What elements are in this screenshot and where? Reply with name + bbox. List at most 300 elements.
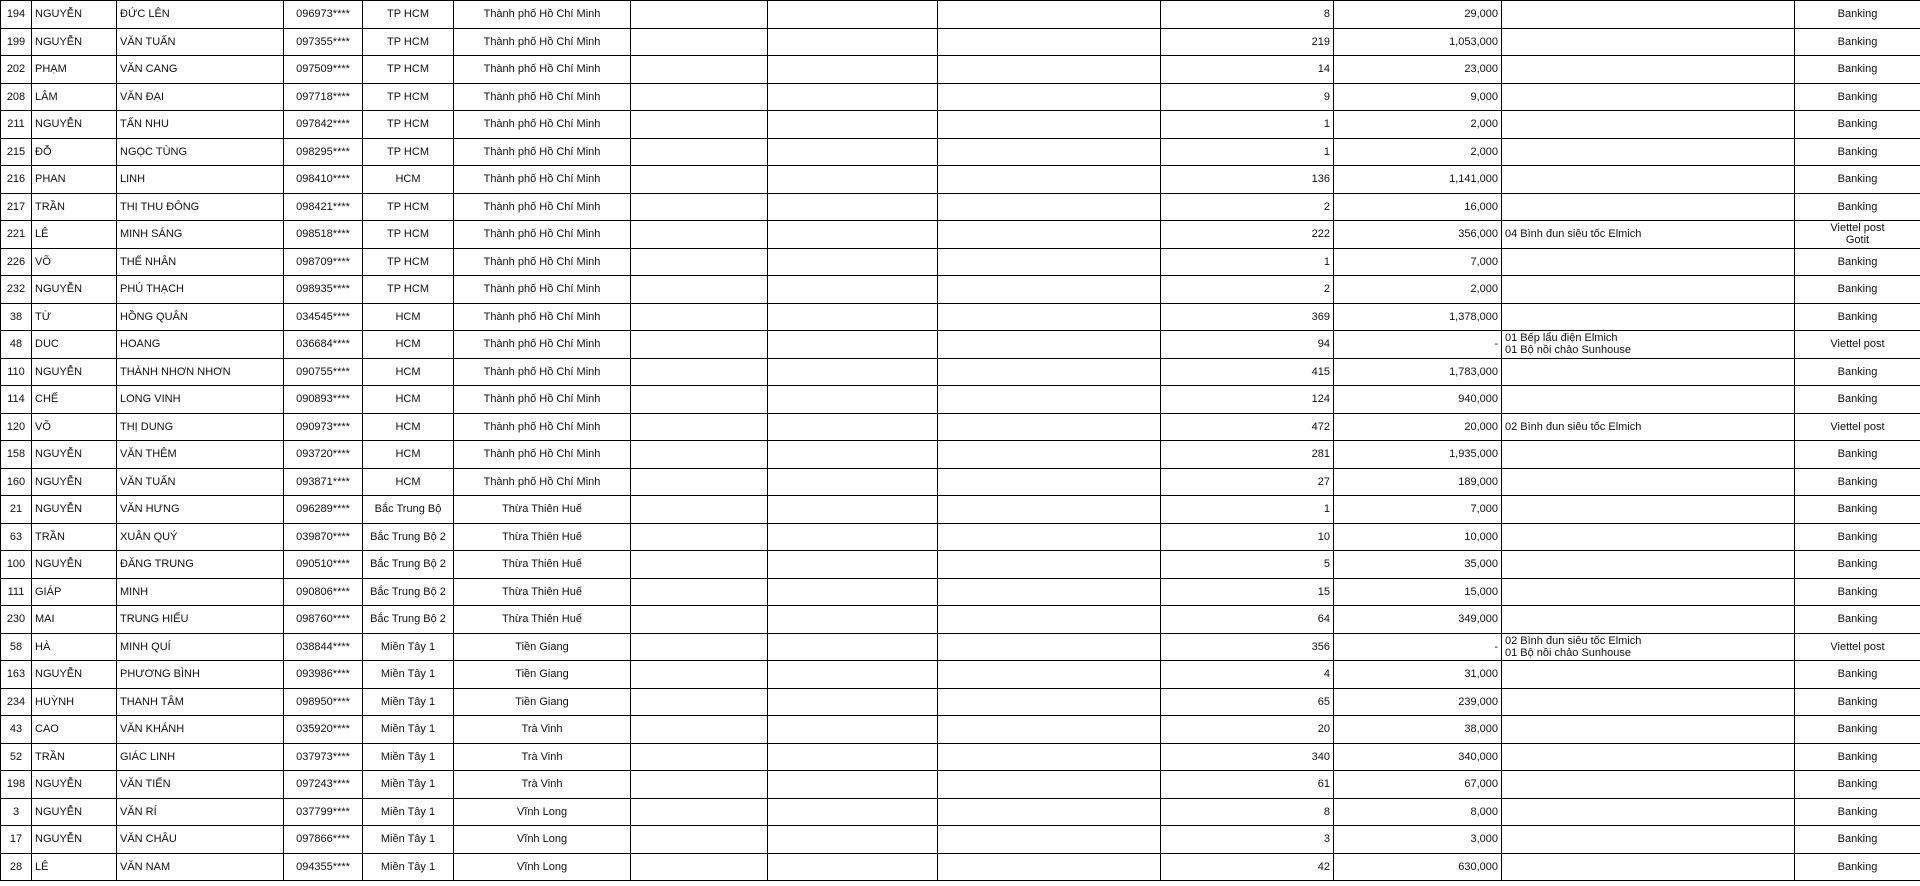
table-row <box>1 551 1920 579</box>
first-name-cell: PHƯƠNG BÌNH <box>117 661 284 689</box>
amount-cell: 35,000 <box>1334 551 1502 579</box>
table-row <box>1 138 1920 166</box>
region-cell: HCM <box>363 468 454 496</box>
empty-cell <box>631 56 768 84</box>
gift-cell <box>1502 661 1795 689</box>
payment-line: Viettel post <box>1830 222 1885 235</box>
row-number-cell: 217 <box>1 193 32 221</box>
gift-cell <box>1502 633 1795 661</box>
empty-cell <box>631 853 768 881</box>
amount-cell: 7,000 <box>1334 496 1502 524</box>
province-cell: Thành phố Hồ Chí Minh <box>454 28 631 56</box>
phone-cell: 034545**** <box>284 303 363 331</box>
phone-cell: 090973**** <box>284 413 363 441</box>
gift-cell <box>1502 248 1795 276</box>
row-number-cell: 160 <box>1 468 32 496</box>
first-name-cell: VĂN TUẤN <box>117 468 284 496</box>
gift-cell <box>1502 743 1795 771</box>
empty-cell <box>938 193 1161 221</box>
empty-cell <box>631 688 768 716</box>
gift-line: 02 Bình đun siêu tốc Elmich <box>1505 634 1642 647</box>
province-cell: Thành phố Hồ Chí Minh <box>454 1 631 29</box>
province-cell: Thành phố Hồ Chí Minh <box>454 468 631 496</box>
table-row <box>1 578 1920 606</box>
payment-method-cell: Banking <box>1795 303 1920 331</box>
empty-cell <box>938 413 1161 441</box>
gift-line: 01 Bộ nồi chảo Sunhouse <box>1505 344 1631 357</box>
first-name-cell: TRUNG HIẾU <box>117 606 284 634</box>
last-name-cell: LÊ <box>32 221 117 249</box>
payment-method-cell: Banking <box>1795 111 1920 139</box>
region-cell: TP HCM <box>363 56 454 84</box>
quantity-cell: 281 <box>1161 441 1334 469</box>
empty-cell <box>631 661 768 689</box>
row-number-cell: 114 <box>1 386 32 414</box>
row-number-cell: 111 <box>1 578 32 606</box>
phone-cell: 037973**** <box>284 743 363 771</box>
region-cell: TP HCM <box>363 83 454 111</box>
empty-cell <box>768 468 938 496</box>
amount-cell: 2,000 <box>1334 111 1502 139</box>
first-name-cell: VĂN NAM <box>117 853 284 881</box>
quantity-cell: 1 <box>1161 248 1334 276</box>
phone-cell: 036684**** <box>284 331 363 359</box>
quantity-cell: 14 <box>1161 56 1334 84</box>
payment-method-cell: Banking <box>1795 496 1920 524</box>
gift-cell <box>1502 606 1795 634</box>
region-cell: TP HCM <box>363 276 454 304</box>
gift-cell <box>1502 496 1795 524</box>
first-name-cell: VĂN TIẾN <box>117 771 284 799</box>
payment-method-cell: Banking <box>1795 578 1920 606</box>
empty-cell <box>768 826 938 854</box>
province-cell: Thành phố Hồ Chí Minh <box>454 441 631 469</box>
empty-cell <box>938 496 1161 524</box>
amount-cell: 31,000 <box>1334 661 1502 689</box>
quantity-cell: 2 <box>1161 276 1334 304</box>
gift-cell <box>1502 358 1795 386</box>
gift-cell <box>1502 853 1795 881</box>
row-number-cell: 221 <box>1 221 32 249</box>
table-body <box>1 1 1920 881</box>
last-name-cell: VÕ <box>32 248 117 276</box>
row-number-cell: 234 <box>1 688 32 716</box>
amount-cell: 3,000 <box>1334 826 1502 854</box>
region-cell: HCM <box>363 441 454 469</box>
empty-cell <box>631 166 768 194</box>
quantity-cell: 64 <box>1161 606 1334 634</box>
quantity-cell: 1 <box>1161 496 1334 524</box>
phone-cell: 096289**** <box>284 496 363 524</box>
empty-cell <box>938 28 1161 56</box>
empty-cell <box>938 743 1161 771</box>
amount-cell: 2,000 <box>1334 138 1502 166</box>
row-number-cell: 211 <box>1 111 32 139</box>
province-cell: Thành phố Hồ Chí Minh <box>454 248 631 276</box>
gift-cell <box>1502 276 1795 304</box>
last-name-cell: NGUYỄN <box>32 1 117 29</box>
first-name-cell: LONG VINH <box>117 386 284 414</box>
last-name-cell: CHẾ <box>32 386 117 414</box>
last-name-cell: VÕ <box>32 413 117 441</box>
gift-cell <box>1502 386 1795 414</box>
amount-cell: - <box>1334 331 1502 359</box>
row-number-cell: 198 <box>1 771 32 799</box>
table-row <box>1 606 1920 634</box>
region-cell: HCM <box>363 413 454 441</box>
last-name-cell: NGUYỄN <box>32 28 117 56</box>
province-cell: Vĩnh Long <box>454 853 631 881</box>
payment-method-cell: Banking <box>1795 1 1920 29</box>
empty-cell <box>938 358 1161 386</box>
phone-cell: 037799**** <box>284 798 363 826</box>
empty-cell <box>768 633 938 661</box>
last-name-cell: HÀ <box>32 633 117 661</box>
amount-cell: - <box>1334 633 1502 661</box>
first-name-cell: VĂN TUẤN <box>117 28 284 56</box>
region-cell: Miền Tây 1 <box>363 688 454 716</box>
empty-cell <box>768 386 938 414</box>
empty-cell <box>631 193 768 221</box>
province-cell: Thừa Thiên Huế <box>454 496 631 524</box>
amount-cell: 940,000 <box>1334 386 1502 414</box>
last-name-cell: NGUYỄN <box>32 798 117 826</box>
last-name-cell: TỪ <box>32 303 117 331</box>
amount-cell: 38,000 <box>1334 716 1502 744</box>
first-name-cell: MINH SÁNG <box>117 221 284 249</box>
empty-cell <box>938 468 1161 496</box>
phone-cell: 035920**** <box>284 716 363 744</box>
amount-cell: 8,000 <box>1334 798 1502 826</box>
amount-cell: 20,000 <box>1334 413 1502 441</box>
phone-cell: 090893**** <box>284 386 363 414</box>
last-name-cell: NGUYỄN <box>32 551 117 579</box>
empty-cell <box>631 303 768 331</box>
table-row <box>1 83 1920 111</box>
table-row <box>1 248 1920 276</box>
table-row <box>1 826 1920 854</box>
province-cell: Tiền Giang <box>454 661 631 689</box>
amount-cell: 2,000 <box>1334 276 1502 304</box>
province-cell: Vĩnh Long <box>454 798 631 826</box>
empty-cell <box>631 496 768 524</box>
empty-cell <box>938 441 1161 469</box>
gift-cell <box>1502 111 1795 139</box>
payment-method-cell: Banking <box>1795 661 1920 689</box>
table-row <box>1 523 1920 551</box>
row-number-cell: 43 <box>1 716 32 744</box>
last-name-cell: HUỲNH <box>32 688 117 716</box>
payment-method-cell: Banking <box>1795 193 1920 221</box>
phone-cell: 038844**** <box>284 633 363 661</box>
empty-cell <box>768 28 938 56</box>
phone-cell: 098410**** <box>284 166 363 194</box>
province-cell: Thành phố Hồ Chí Minh <box>454 413 631 441</box>
province-cell: Thừa Thiên Huế <box>454 578 631 606</box>
province-cell: Trà Vinh <box>454 743 631 771</box>
first-name-cell: ĐỨC LÊN <box>117 1 284 29</box>
province-cell: Tiền Giang <box>454 633 631 661</box>
amount-cell: 7,000 <box>1334 248 1502 276</box>
first-name-cell: THẾ NHÂN <box>117 248 284 276</box>
row-number-cell: 48 <box>1 331 32 359</box>
empty-cell <box>938 606 1161 634</box>
row-number-cell: 21 <box>1 496 32 524</box>
phone-cell: 039870**** <box>284 523 363 551</box>
gift-cell <box>1502 83 1795 111</box>
last-name-cell: CAO <box>32 716 117 744</box>
quantity-cell: 65 <box>1161 688 1334 716</box>
first-name-cell: HOANG <box>117 331 284 359</box>
first-name-cell: MINH <box>117 578 284 606</box>
province-cell: Thừa Thiên Huế <box>454 551 631 579</box>
empty-cell <box>768 771 938 799</box>
empty-cell <box>768 798 938 826</box>
gift-cell <box>1502 303 1795 331</box>
first-name-cell: MINH QUÍ <box>117 633 284 661</box>
region-cell: HCM <box>363 331 454 359</box>
gift-cell <box>1502 551 1795 579</box>
payment-method-cell: Viettel post <box>1795 633 1920 661</box>
region-cell: Miền Tây 1 <box>363 716 454 744</box>
province-cell: Thành phố Hồ Chí Minh <box>454 386 631 414</box>
gift-cell <box>1502 193 1795 221</box>
amount-cell: 29,000 <box>1334 1 1502 29</box>
gift-cell <box>1502 468 1795 496</box>
row-number-cell: 110 <box>1 358 32 386</box>
gift-cell <box>1502 771 1795 799</box>
quantity-cell: 4 <box>1161 661 1334 689</box>
empty-cell <box>631 551 768 579</box>
last-name-cell: NGUYỄN <box>32 661 117 689</box>
row-number-cell: 28 <box>1 853 32 881</box>
phone-cell: 094355**** <box>284 853 363 881</box>
table-row <box>1 798 1920 826</box>
phone-cell: 097866**** <box>284 826 363 854</box>
payment-method-cell: Banking <box>1795 551 1920 579</box>
table-row <box>1 853 1920 881</box>
quantity-cell: 136 <box>1161 166 1334 194</box>
quantity-cell: 3 <box>1161 826 1334 854</box>
empty-cell <box>938 798 1161 826</box>
phone-cell: 098709**** <box>284 248 363 276</box>
amount-cell: 189,000 <box>1334 468 1502 496</box>
row-number-cell: 3 <box>1 798 32 826</box>
province-cell: Vĩnh Long <box>454 826 631 854</box>
row-number-cell: 208 <box>1 83 32 111</box>
first-name-cell: HỒNG QUÂN <box>117 303 284 331</box>
table-row <box>1 1 1920 29</box>
phone-cell: 096973**** <box>284 1 363 29</box>
empty-cell <box>768 56 938 84</box>
empty-cell <box>631 111 768 139</box>
empty-cell <box>768 661 938 689</box>
payment-method-cell <box>1795 221 1920 249</box>
empty-cell <box>631 716 768 744</box>
quantity-cell: 5 <box>1161 551 1334 579</box>
empty-cell <box>768 688 938 716</box>
empty-cell <box>631 358 768 386</box>
first-name-cell: XUÂN QUÝ <box>117 523 284 551</box>
row-number-cell: 58 <box>1 633 32 661</box>
payment-method-cell: Banking <box>1795 28 1920 56</box>
table-row <box>1 386 1920 414</box>
first-name-cell: LINH <box>117 166 284 194</box>
empty-cell <box>768 853 938 881</box>
province-cell: Thành phố Hồ Chí Minh <box>454 138 631 166</box>
last-name-cell: DUC <box>32 331 117 359</box>
table-row <box>1 468 1920 496</box>
province-cell: Thành phố Hồ Chí Minh <box>454 221 631 249</box>
last-name-cell: PHẠM <box>32 56 117 84</box>
table-row <box>1 716 1920 744</box>
empty-cell <box>938 166 1161 194</box>
row-number-cell: 199 <box>1 28 32 56</box>
quantity-cell: 15 <box>1161 578 1334 606</box>
table-row <box>1 743 1920 771</box>
quantity-cell: 369 <box>1161 303 1334 331</box>
first-name-cell: VĂN ĐẠI <box>117 83 284 111</box>
gift-cell <box>1502 166 1795 194</box>
gift-cell <box>1502 578 1795 606</box>
region-cell: TP HCM <box>363 221 454 249</box>
empty-cell <box>938 826 1161 854</box>
empty-cell <box>938 303 1161 331</box>
last-name-cell: GIÁP <box>32 578 117 606</box>
payment-method-cell: Banking <box>1795 276 1920 304</box>
payment-method-cell: Banking <box>1795 83 1920 111</box>
first-name-cell: THANH TÂM <box>117 688 284 716</box>
payment-method-cell: Banking <box>1795 826 1920 854</box>
empty-cell <box>768 166 938 194</box>
row-number-cell: 100 <box>1 551 32 579</box>
province-cell: Tiền Giang <box>454 688 631 716</box>
payment-method-cell: Banking <box>1795 688 1920 716</box>
last-name-cell: PHAN <box>32 166 117 194</box>
gift-cell: 04 Bình đun siêu tốc Elmich <box>1502 221 1795 249</box>
region-cell: Miền Tây 1 <box>363 826 454 854</box>
empty-cell <box>938 386 1161 414</box>
empty-cell <box>768 221 938 249</box>
quantity-cell: 1 <box>1161 138 1334 166</box>
region-cell: Miền Tây 1 <box>363 798 454 826</box>
phone-cell: 097355**** <box>284 28 363 56</box>
quantity-cell: 472 <box>1161 413 1334 441</box>
province-cell: Thừa Thiên Huế <box>454 523 631 551</box>
payment-method-cell: Banking <box>1795 853 1920 881</box>
region-cell: TP HCM <box>363 248 454 276</box>
first-name-cell: VĂN CHÂU <box>117 826 284 854</box>
payment-method-cell: Banking <box>1795 743 1920 771</box>
amount-cell: 349,000 <box>1334 606 1502 634</box>
region-cell: TP HCM <box>363 138 454 166</box>
empty-cell <box>631 138 768 166</box>
first-name-cell: NGỌC TÙNG <box>117 138 284 166</box>
payment-method-cell: Banking <box>1795 138 1920 166</box>
table-row <box>1 28 1920 56</box>
empty-cell <box>938 83 1161 111</box>
phone-cell: 098950**** <box>284 688 363 716</box>
first-name-cell: THỊ THU ĐÔNG <box>117 193 284 221</box>
empty-cell <box>768 743 938 771</box>
row-number-cell: 120 <box>1 413 32 441</box>
empty-cell <box>768 523 938 551</box>
gift-cell <box>1502 1 1795 29</box>
table-row <box>1 688 1920 716</box>
region-cell: HCM <box>363 358 454 386</box>
gift-cell <box>1502 716 1795 744</box>
empty-cell <box>768 276 938 304</box>
last-name-cell: TRẦN <box>32 743 117 771</box>
province-cell: Trà Vinh <box>454 716 631 744</box>
payment-method-cell: Banking <box>1795 166 1920 194</box>
province-cell: Thành phố Hồ Chí Minh <box>454 83 631 111</box>
empty-cell <box>768 551 938 579</box>
quantity-cell: 61 <box>1161 771 1334 799</box>
amount-cell: 1,053,000 <box>1334 28 1502 56</box>
amount-cell: 239,000 <box>1334 688 1502 716</box>
row-number-cell: 63 <box>1 523 32 551</box>
empty-cell <box>631 1 768 29</box>
region-cell: HCM <box>363 303 454 331</box>
table-row <box>1 56 1920 84</box>
empty-cell <box>631 386 768 414</box>
last-name-cell: LÊ <box>32 853 117 881</box>
quantity-cell: 1 <box>1161 111 1334 139</box>
region-cell: TP HCM <box>363 1 454 29</box>
payment-method-cell: Banking <box>1795 248 1920 276</box>
last-name-cell: NGUYỄN <box>32 441 117 469</box>
phone-cell: 090510**** <box>284 551 363 579</box>
row-number-cell: 194 <box>1 1 32 29</box>
amount-cell: 356,000 <box>1334 221 1502 249</box>
empty-cell <box>631 441 768 469</box>
empty-cell <box>631 248 768 276</box>
province-cell: Thành phố Hồ Chí Minh <box>454 193 631 221</box>
table-row <box>1 221 1920 249</box>
phone-cell: 093720**** <box>284 441 363 469</box>
gift-cell: 02 Bình đun siêu tốc Elmich <box>1502 413 1795 441</box>
row-number-cell: 52 <box>1 743 32 771</box>
region-cell: Bắc Trung Bộ 2 <box>363 578 454 606</box>
payment-method-cell: Viettel post <box>1795 331 1920 359</box>
gift-cell <box>1502 826 1795 854</box>
payment-method-cell: Banking <box>1795 468 1920 496</box>
empty-cell <box>631 28 768 56</box>
first-name-cell: THÀNH NHƠN NHƠN <box>117 358 284 386</box>
last-name-cell: NGUYỄN <box>32 771 117 799</box>
row-number-cell: 163 <box>1 661 32 689</box>
empty-cell <box>631 83 768 111</box>
empty-cell <box>631 331 768 359</box>
payment-method-cell: Viettel post <box>1795 413 1920 441</box>
table-row <box>1 193 1920 221</box>
row-number-cell: 216 <box>1 166 32 194</box>
amount-cell: 15,000 <box>1334 578 1502 606</box>
phone-cell: 098518**** <box>284 221 363 249</box>
empty-cell <box>938 1 1161 29</box>
amount-cell: 1,935,000 <box>1334 441 1502 469</box>
empty-cell <box>768 496 938 524</box>
empty-cell <box>938 853 1161 881</box>
quantity-cell: 415 <box>1161 358 1334 386</box>
first-name-cell: THỊ DUNG <box>117 413 284 441</box>
amount-cell: 630,000 <box>1334 853 1502 881</box>
last-name-cell: TRẦN <box>32 193 117 221</box>
first-name-cell: VĂN RÍ <box>117 798 284 826</box>
empty-cell <box>938 633 1161 661</box>
table-row <box>1 441 1920 469</box>
